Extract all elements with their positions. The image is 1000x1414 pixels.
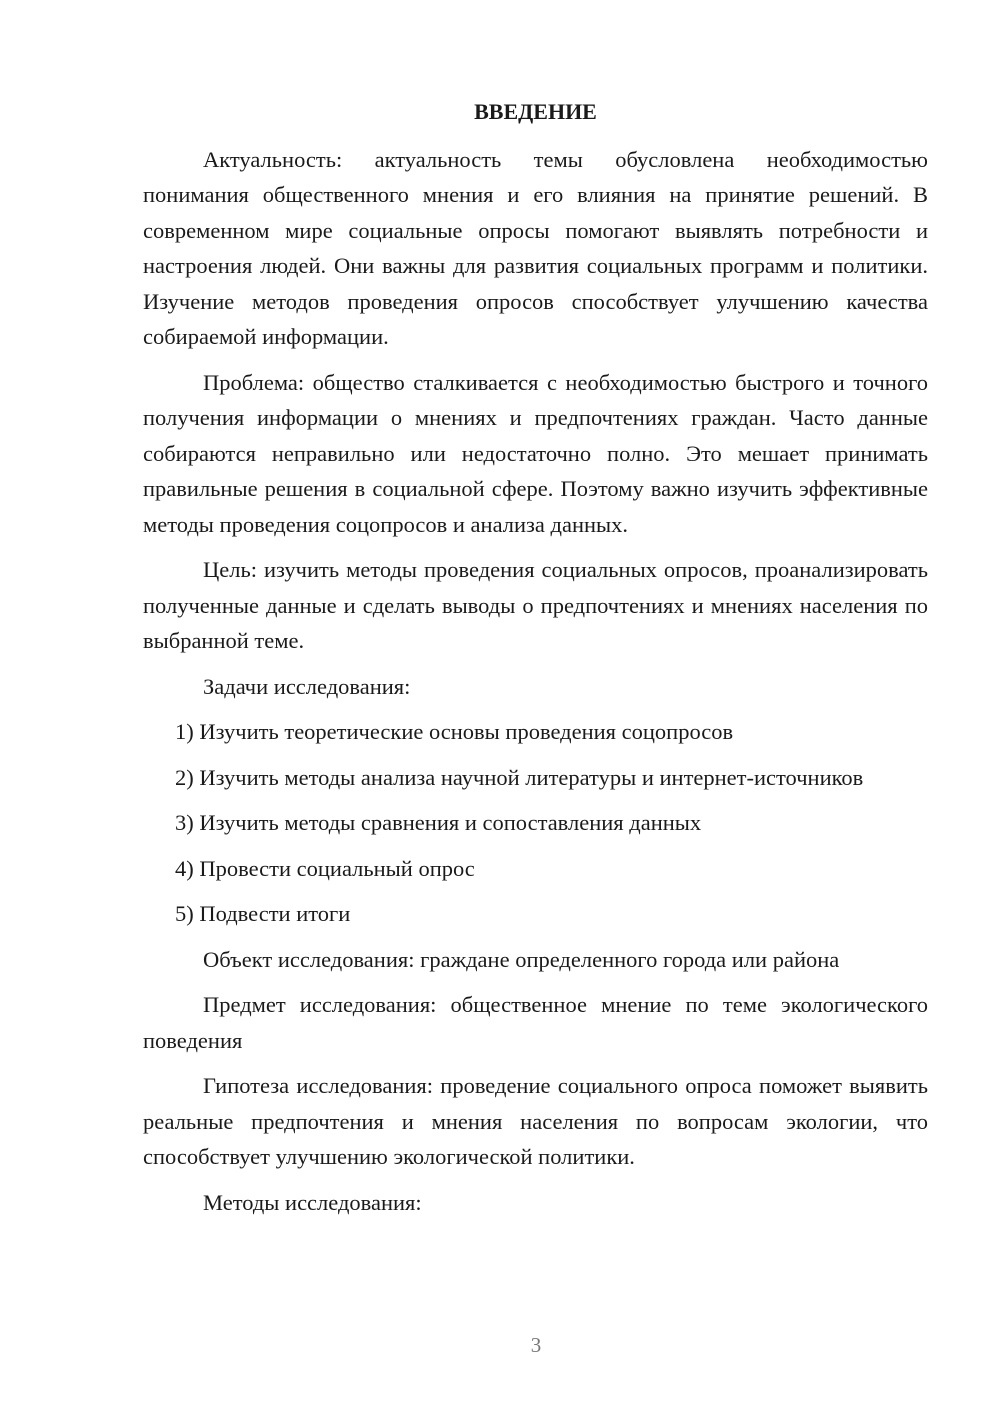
subject-paragraph: Предмет исследования: общественное мнение по теме экологического поведения: [143, 992, 928, 1053]
list-item: 2) Изучить методы анализа научной литературы и интернет-источников: [175, 764, 864, 790]
page-number: 3: [530, 1333, 542, 1357]
list-item: 4) Провести социальный опрос: [175, 855, 475, 881]
document-body: [143, 94, 928, 1230]
hypothesis-paragraph: Гипотеза исследования: проведение социального опроса поможет выявить реальные предпочтения и мнения населения по вопросам экологии, что способствует улучшению экологической политики.: [143, 1073, 928, 1169]
list-item: 5) Подвести итоги: [175, 901, 351, 926]
methods-title: Методы исследования:: [203, 1189, 422, 1215]
list-item: 3) Изучить методы сравнения и сопоставления данных: [175, 810, 702, 835]
tasks-title: Задачи исследования:: [203, 673, 411, 699]
object-paragraph: Объект исследования: граждане определенного города или района: [203, 946, 840, 972]
list-item: 1) Изучить теоретические основы проведения соцопросов: [175, 719, 734, 744]
tasks-list: [143, 714, 928, 932]
problem-paragraph: Проблема: общество сталкивается с необходимостью быстрого и точного получения информации о мнениях и предпочтениях граждан. Часто данные собираются неправильно или недостаточно полно. Это мешает принимать правильные решения в социальной сфере. Поэтому важно изучить эффективные методы проведения соцопросов и анализа данных.: [143, 369, 928, 537]
section-heading: ВВЕДЕНИЕ: [474, 99, 597, 124]
goal-paragraph: Цель: изучить методы проведения социальных опросов, проанализировать полученные данные и сделать выводы о предпочтениях и мнениях населения по выбранной теме.: [143, 557, 928, 653]
relevance-paragraph: Актуальность: актуальность темы обусловлена необходимостью понимания общественного мнения и его влияния на принятие решений. В современном мире социальные опросы помогают выявлять потребности и настроения людей. Они важны для развития социальных программ и политики. Изучение методов проведения опросов способствует улучшению качества собираемой информации.: [143, 146, 928, 349]
